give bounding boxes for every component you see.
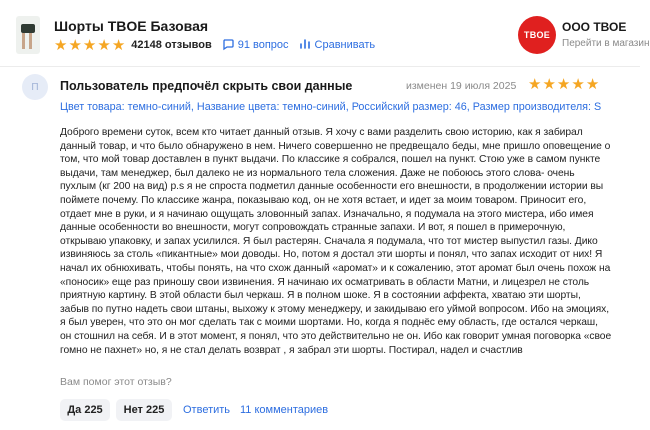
review-product-params: Цвет товара: темно-синий, Название цвета: темно-синий, Российский размер: 46, Размер производителя: S — [60, 101, 602, 113]
review-author: Пользователь предпочёл скрыть свои данные — [60, 79, 353, 93]
star-icon: ★ — [556, 76, 571, 93]
product-rating-stars — [54, 38, 125, 53]
chat-bubble-icon — [222, 38, 234, 53]
questions-link[interactable]: 91 вопрос — [237, 39, 289, 51]
go-to-store-link[interactable]: Перейти в магазин — [562, 38, 650, 49]
star-icon: ★ — [54, 36, 68, 54]
review-date: изменен 19 июля 2025 — [406, 80, 517, 92]
product-thumbnail[interactable] — [16, 16, 40, 54]
star-icon: ★ — [542, 76, 556, 93]
star-icon: ★ — [111, 36, 126, 54]
legs-image — [22, 33, 25, 49]
review-rating-stars — [528, 77, 599, 92]
helpful-no-button[interactable]: Нет 225 — [116, 399, 172, 421]
star-icon: ★ — [97, 36, 111, 54]
star-icon: ★ — [585, 76, 600, 93]
star-icon: ★ — [528, 76, 542, 93]
reply-link[interactable]: Ответить — [183, 404, 231, 416]
comments-link[interactable]: 11 комментариев — [240, 404, 329, 416]
compare-link[interactable]: Сравнивать — [314, 39, 376, 51]
star-icon: ★ — [82, 36, 97, 54]
seller-logo[interactable]: TBOE — [518, 16, 556, 54]
seller-name[interactable]: ООО ТВОЕ — [562, 20, 627, 34]
reviews-count-link[interactable]: 42148 отзывов — [131, 39, 212, 51]
star-icon: ★ — [68, 36, 82, 54]
compare-icon — [299, 38, 311, 53]
helpful-question: Вам помог этот отзыв? — [60, 376, 172, 388]
avatar: П — [22, 74, 48, 100]
review-text: Доброго времени суток, всем кто читает данный отзыв. Я хочу с вами разделить свою историю, как я забирал данный товар, и что было обнаружено в нем. Ничего совершенно не предвещало беды, мне пришло оповещение о том, что мой товар доставлен в пункт выдачи. По классике я собрался, пошел на пункт. Стою уже в самом пункте выдачи, там менеджер, был далеко не из нормального тела сложения. Даже не побоюсь этого слова- очень пухлым (кг 200 на вид) p.s я не спроста подметил данные особенности его внешности, в продолжении истории вы поймете почему. По классике жанра, показываю код, он не хотя встает, и идет за моим товаром. Приносит его, отдает мне в руки, и я начинаю ощущать зловонный запах. Изначально, я подумала на этого мистера, ибо имея данные особенности во внешности, могут сопровождать странные запахи. И вот, я пошел в примерочную, открываю упаковку, и запах усилился. Я был растерян. Сначала я подумала, что тот мистер выпустил газы. Дико извиняюсь за столь «пикантные» мои доводы. Но, потом я достал эти шорты и понял, что запах исходит от них! Я начал их обнюхивать, чтобы понять, на что схож данный «аромат» и к сожалению, этот аромат был очень похож на «поносик» еще раз приношу свои извинения. Я начинаю их осматривать в области Матни, и лицезрел не столь приятную картину. В этой области был черкаш. Я в полном шоке. Я в состоянии аффекта, хватаю эти шорты, забыв по путно надеть свои штаны, выхожу к этому менеджеру, и закидываю его уймой вопросом. Ибо на эмоциях, я был уверен, что это он мог сделать так с моими шортами. Но, когда я поднёс ему область, где остался черкаш, он стошнил на себя. И в этот момент, я понял, что это действительно не он. Ибо как говорит умная поговорка «свое гомно не пахнет» но, я не стал делать возврат , я забрал эти шорты. Постирал, надел и счастлив — [60, 127, 612, 356]
product-meta — [54, 37, 375, 53]
product-header — [0, 0, 650, 67]
shorts-image — [21, 24, 35, 33]
product-title[interactable]: Шорты TBOE Базовая — [54, 18, 209, 34]
helpful-yes-button[interactable]: Да 225 — [60, 399, 110, 421]
star-icon: ★ — [571, 76, 585, 93]
